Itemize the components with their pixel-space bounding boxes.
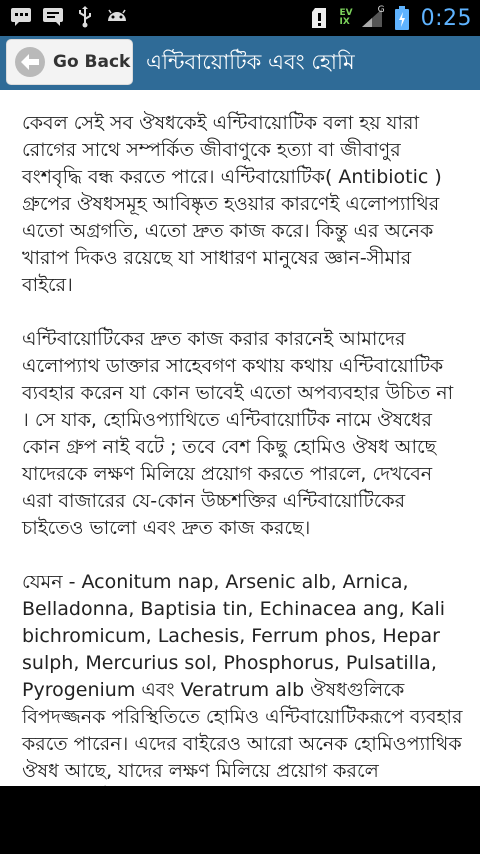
signal-label: G: [377, 5, 385, 15]
network-label-top: EV: [339, 8, 353, 18]
article-content[interactable]: [0, 90, 480, 786]
network-type: [339, 9, 352, 27]
chat-icon: [42, 6, 64, 28]
go-back-label: Go Back: [53, 52, 131, 72]
notification-icons: [10, 6, 128, 28]
network-label-bottom: IX: [339, 17, 350, 27]
signal-icon: [361, 7, 383, 29]
system-icons: [309, 4, 472, 32]
paragraph-spacer: [0, 299, 480, 326]
go-back-button[interactable]: [6, 39, 133, 85]
battery-charging-icon: [391, 7, 413, 29]
back-arrow-icon: [15, 47, 45, 77]
page-title: এন্টিবায়োটিক এবং হোমি: [146, 50, 355, 74]
paragraph-spacer: [0, 542, 480, 569]
message-icon: [10, 6, 32, 28]
app-bar: [0, 36, 480, 90]
android-icon: [106, 6, 128, 28]
usb-icon: [74, 6, 96, 28]
alert-sd-icon: [309, 7, 331, 29]
bottom-black-area: [0, 786, 480, 854]
article-paragraph-3: যেমন - Aconitum nap, Arsenic alb, Arnica, Belladonna, Baptisia tin, Echinacea ang, Kali bichromicum, Lachesis, Ferrum phos, Hepar sulph, Mercurius sol, Phosphorus, Pulsatilla, Pyrogenium এবং Veratrum alb ঔষধগুলিকে বিপদজ্জনক পরিস্থিতিতে হোমিও এন্টিবায়োটিকরূপে ব্যবহার করতে পারেন। এদের বাইরেও আরো অনেক হোমিওপ্যাথিক ঔষধ আছে, যাদের লক্ষণ মিলিয়ে প্রয়োগ করলে: [22, 571, 463, 782]
clock: 0:25: [420, 5, 472, 31]
article-paragraph-1: কেবল সেই সব ঔষধকেই এন্টিবায়োটিক বলা হয় যারা রোগের সাথে সম্পর্কিত জীবাণুকে হত্যা বা জীবাণুর বংশবৃদ্ধি বন্ধ করতে পারে। এন্টিবায়োটিক( Antibiotic ) গ্রুপের ঔষধসমূহ আবিষ্কৃত হওয়ার কারণেই এলোপ্যাথির এতো অগ্রগতি, এতো দ্রুত কাজ করে। কিন্তু এর অনেক খারাপ দিকও রয়েছে যা সাধারণ মানুষের জ্ঞান-সীমার বাইরে।: [22, 112, 442, 296]
article-paragraph-2: এন্টিবায়োটিকের দ্রুত কাজ করার কারনেই আমাদের এলোপ্যাথ ডাক্তার সাহেবগণ কথায় কথায় এন্টিবায়োটিক ব্যবহার করেন যা কোন ভাবেই এতো অপব্যবহার উচিত না । সে যাক, হোমিওপ্যাথিতে এন্টিবায়োটিক নামে ঔষধের কোন গ্রুপ নাই বটে ; তবে বেশ কিছু হোমিও ঔষধ আছে যাদেরকে লক্ষণ মিলিয়ে প্রয়োগ করতে পারলে, দেখবেন এরা বাজারের যে-কোন উচ্চশক্তির এন্টিবায়োটিকের চাইতেও ভালো এবং দ্রুত কাজ করছে।: [22, 328, 454, 539]
status-bar: [0, 0, 480, 36]
